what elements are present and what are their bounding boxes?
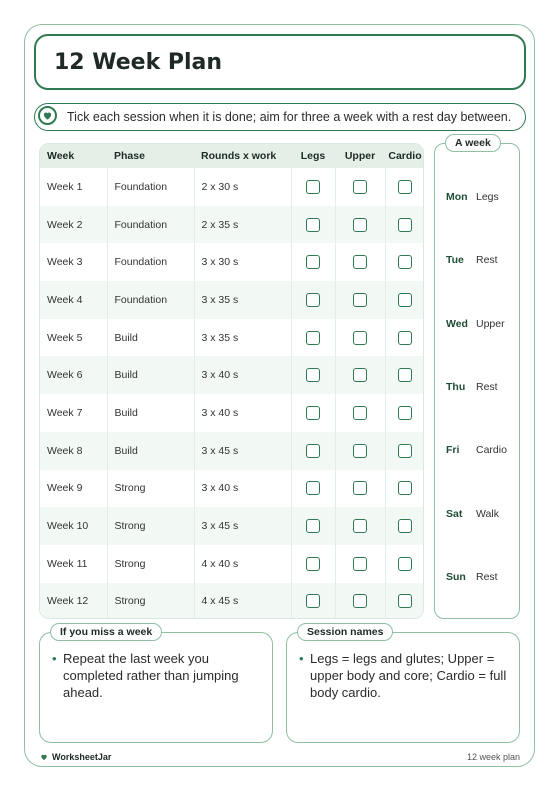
rounds-cell: 3 x 40 s: [194, 470, 291, 508]
miss-week-note: [39, 632, 273, 743]
instruction-banner: [34, 103, 526, 131]
upper-cell: [335, 319, 385, 357]
table-row: [40, 281, 424, 319]
upper-checkbox[interactable]: [353, 519, 367, 533]
day-row: [446, 444, 507, 456]
legs-cell: [291, 356, 335, 394]
day-name: Sat: [446, 507, 463, 520]
legs-checkbox[interactable]: [306, 519, 320, 533]
day-row: [446, 508, 499, 520]
day-row: [446, 191, 499, 203]
day-row: [446, 318, 505, 330]
week-cell: Week 6: [40, 356, 107, 394]
bullet: •: [52, 651, 57, 666]
upper-checkbox[interactable]: [353, 406, 367, 420]
legs-checkbox[interactable]: [306, 368, 320, 382]
legs-cell: [291, 394, 335, 432]
cardio-cell: [385, 545, 424, 583]
upper-checkbox[interactable]: [353, 594, 367, 608]
cardio-cell: [385, 356, 424, 394]
cardio-cell: [385, 507, 424, 545]
upper-cell: [335, 206, 385, 244]
legs-checkbox[interactable]: [306, 481, 320, 495]
upper-cell: [335, 432, 385, 470]
week-cell: Week 4: [40, 281, 107, 319]
table-header-row: [40, 144, 424, 168]
header-cardio: Cardio: [385, 144, 424, 168]
phase-cell: Build: [107, 432, 194, 470]
upper-checkbox[interactable]: [353, 218, 367, 232]
upper-checkbox[interactable]: [353, 444, 367, 458]
upper-cell: [335, 356, 385, 394]
upper-checkbox[interactable]: [353, 331, 367, 345]
bullet: •: [299, 651, 304, 666]
legs-cell: [291, 432, 335, 470]
miss-week-label: If you miss a week: [50, 623, 162, 641]
phase-cell: Strong: [107, 583, 194, 619]
day-name: Wed: [446, 317, 468, 330]
legs-cell: [291, 545, 335, 583]
cardio-cell: [385, 319, 424, 357]
day-row: [446, 381, 498, 393]
legs-cell: [291, 243, 335, 281]
week-cell: Week 5: [40, 319, 107, 357]
legs-cell: [291, 206, 335, 244]
day-name: Tue: [446, 254, 464, 267]
table-row: [40, 470, 424, 508]
upper-cell: [335, 168, 385, 206]
phase-cell: Foundation: [107, 206, 194, 244]
legs-checkbox[interactable]: [306, 293, 320, 307]
table-row: [40, 206, 424, 244]
cardio-checkbox[interactable]: [398, 255, 412, 269]
week-cell: Week 7: [40, 394, 107, 432]
week-cell: Week 8: [40, 432, 107, 470]
week-cell: Week 9: [40, 470, 107, 508]
legs-checkbox[interactable]: [306, 594, 320, 608]
footer-brand: [40, 752, 111, 762]
upper-cell: [335, 507, 385, 545]
cardio-cell: [385, 394, 424, 432]
legs-checkbox[interactable]: [306, 255, 320, 269]
day-session: Rest: [476, 380, 498, 393]
upper-cell: [335, 470, 385, 508]
phase-cell: Build: [107, 394, 194, 432]
legs-checkbox[interactable]: [306, 557, 320, 571]
upper-checkbox[interactable]: [353, 481, 367, 495]
phase-cell: Strong: [107, 545, 194, 583]
week-cell: Week 3: [40, 243, 107, 281]
week-cell: Week 10: [40, 507, 107, 545]
week-cell: Week 2: [40, 206, 107, 244]
cardio-checkbox[interactable]: [398, 519, 412, 533]
table-row: [40, 243, 424, 281]
cardio-checkbox[interactable]: [398, 293, 412, 307]
week-cell: Week 1: [40, 168, 107, 206]
cardio-checkbox[interactable]: [398, 406, 412, 420]
cardio-checkbox[interactable]: [398, 368, 412, 382]
day-row: [446, 571, 498, 583]
cardio-checkbox[interactable]: [398, 218, 412, 232]
cardio-cell: [385, 168, 424, 206]
legs-checkbox[interactable]: [306, 218, 320, 232]
day-session: Walk: [476, 507, 499, 520]
day-row: [446, 254, 498, 266]
rounds-cell: 4 x 40 s: [194, 545, 291, 583]
day-name: Fri: [446, 444, 460, 457]
legs-cell: [291, 281, 335, 319]
rounds-cell: 3 x 45 s: [194, 507, 291, 545]
day-name: Sun: [446, 570, 466, 583]
legs-cell: [291, 470, 335, 508]
upper-cell: [335, 394, 385, 432]
footer-page-label: 12 week plan: [466, 752, 520, 762]
week-cell: Week 11: [40, 545, 107, 583]
legs-checkbox[interactable]: [306, 180, 320, 194]
day-session: Legs: [476, 191, 499, 203]
table-row: [40, 168, 424, 206]
cardio-checkbox[interactable]: [398, 331, 412, 345]
rounds-cell: 3 x 35 s: [194, 319, 291, 357]
legs-checkbox[interactable]: [306, 331, 320, 345]
header-phase: Phase: [107, 144, 194, 168]
upper-checkbox[interactable]: [353, 255, 367, 269]
cardio-checkbox[interactable]: [398, 180, 412, 194]
upper-checkbox[interactable]: [353, 293, 367, 307]
cardio-checkbox[interactable]: [398, 481, 412, 495]
instruction-text: Tick each session when it is done; aim for three a week with a rest day between.: [67, 110, 512, 124]
cardio-checkbox[interactable]: [398, 444, 412, 458]
header-rounds: Rounds x work: [194, 144, 291, 168]
day-session: Rest: [476, 254, 498, 267]
legs-checkbox[interactable]: [306, 444, 320, 458]
title-box: [34, 34, 526, 90]
cardio-checkbox[interactable]: [398, 594, 412, 608]
upper-checkbox[interactable]: [353, 557, 367, 571]
day-session: Upper: [476, 317, 505, 330]
cardio-cell: [385, 470, 424, 508]
legs-cell: [291, 319, 335, 357]
table-row: [40, 394, 424, 432]
rounds-cell: 2 x 35 s: [194, 206, 291, 244]
table-row: [40, 432, 424, 470]
rounds-cell: 2 x 30 s: [194, 168, 291, 206]
legs-checkbox[interactable]: [306, 406, 320, 420]
day-session: Cardio: [476, 444, 507, 457]
upper-cell: [335, 545, 385, 583]
rounds-cell: 4 x 45 s: [194, 583, 291, 619]
upper-cell: [335, 583, 385, 619]
day-name: Thu: [446, 380, 466, 393]
session-names-note: [286, 632, 520, 743]
plan-table: [39, 143, 424, 619]
rounds-cell: 3 x 35 s: [194, 281, 291, 319]
phase-cell: Build: [107, 319, 194, 357]
header-upper: Upper: [335, 144, 385, 168]
upper-checkbox[interactable]: [353, 368, 367, 382]
header-week: Week: [40, 144, 107, 168]
table-row: [40, 319, 424, 357]
heart-icon: [38, 106, 57, 125]
rounds-cell: 3 x 30 s: [194, 243, 291, 281]
heart-icon: [40, 753, 48, 761]
header-legs: Legs: [291, 144, 335, 168]
table-row: [40, 583, 424, 619]
cardio-cell: [385, 206, 424, 244]
table-row: [40, 507, 424, 545]
phase-cell: Strong: [107, 470, 194, 508]
a-week-label: A week: [445, 134, 501, 152]
footer-brand-text: WorksheetJar: [52, 752, 112, 762]
day-name: Mon: [446, 191, 468, 203]
day-session: Rest: [476, 570, 498, 583]
upper-checkbox[interactable]: [353, 180, 367, 194]
week-cell: Week 12: [40, 583, 107, 619]
rounds-cell: 3 x 40 s: [194, 394, 291, 432]
legs-cell: [291, 168, 335, 206]
legs-cell: [291, 507, 335, 545]
miss-week-text: Repeat the last week you completed rather than jumping ahead.: [63, 651, 239, 700]
table-row: [40, 545, 424, 583]
phase-cell: Strong: [107, 507, 194, 545]
phase-cell: Foundation: [107, 281, 194, 319]
phase-cell: Build: [107, 356, 194, 394]
legs-cell: [291, 583, 335, 619]
cardio-cell: [385, 243, 424, 281]
phase-cell: Foundation: [107, 168, 194, 206]
cardio-cell: [385, 432, 424, 470]
session-names-text: Legs = legs and glutes; Upper = upper body and core; Cardio = full body cardio.: [310, 651, 507, 700]
phase-cell: Foundation: [107, 243, 194, 281]
rounds-cell: 3 x 40 s: [194, 356, 291, 394]
cardio-cell: [385, 281, 424, 319]
cardio-cell: [385, 583, 424, 619]
upper-cell: [335, 281, 385, 319]
session-names-label: Session names: [297, 623, 393, 641]
table-row: [40, 356, 424, 394]
rounds-cell: 3 x 45 s: [194, 432, 291, 470]
upper-cell: [335, 243, 385, 281]
page-title: 12 Week Plan: [54, 50, 223, 75]
cardio-checkbox[interactable]: [398, 557, 412, 571]
